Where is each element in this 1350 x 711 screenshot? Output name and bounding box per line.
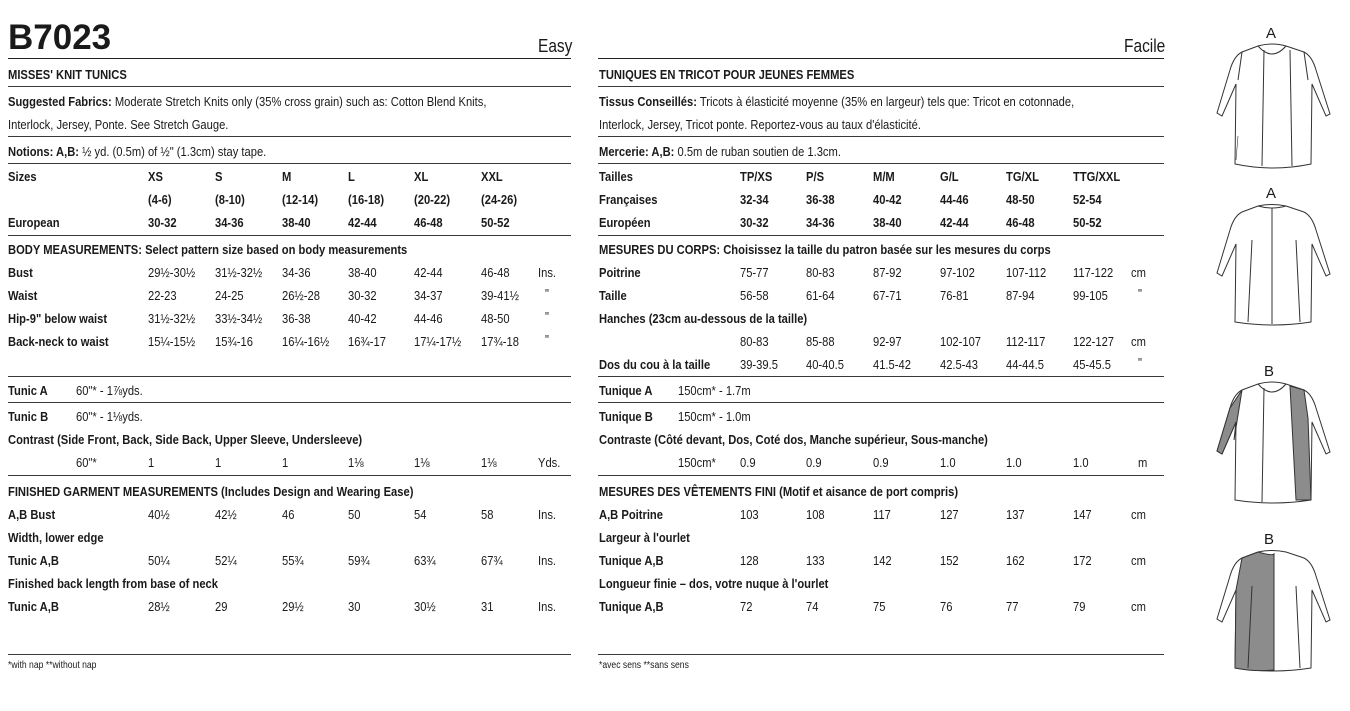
en-hip-value: 33½-34½ xyxy=(215,311,263,326)
en-size-range: (16-18) xyxy=(348,192,385,207)
fr-footnote: *avec sens **sans sens xyxy=(599,660,689,671)
fr-width-value: 152 xyxy=(940,553,959,568)
fr-poitrine-value: 80-83 xyxy=(806,265,835,280)
fr-length-value: 79 xyxy=(1073,599,1086,614)
en-tunic-b-label: Tunic B xyxy=(8,409,49,424)
en-finished-bust-value: 50 xyxy=(348,507,361,522)
en-contrast-unit: Yds. xyxy=(538,455,561,470)
fr-size: M/M xyxy=(873,169,895,184)
en-hip-value: 31½-32½ xyxy=(148,311,196,326)
en-contrast-value: 1⅛ xyxy=(348,455,364,470)
fr-hanches-unit: cm xyxy=(1131,334,1146,349)
en-waist-value: 39-41½ xyxy=(481,288,519,303)
fr-poitrine-value: 97-102 xyxy=(940,265,975,280)
en-width-value: 59¾ xyxy=(348,553,370,568)
fr-length-value: 72 xyxy=(740,599,753,614)
en-width-value: 55¾ xyxy=(282,553,304,568)
rule xyxy=(598,86,1164,87)
fr-european-value: 30-32 xyxy=(740,215,769,230)
en-length-row-label: Tunic A,B xyxy=(8,599,59,614)
en-waist-label: Waist xyxy=(8,288,38,303)
view-label: B xyxy=(1264,531,1275,548)
fr-contrast-value: 0.9 xyxy=(873,455,889,470)
en-hip-label: Hip-9" below waist xyxy=(8,311,108,326)
rule xyxy=(8,654,571,655)
rule xyxy=(598,163,1164,164)
fr-contrast-unit: m xyxy=(1138,455,1148,470)
en-size-range: (20-22) xyxy=(414,192,451,207)
view-a-front-sketch xyxy=(1208,40,1350,180)
fr-european-value: 46-48 xyxy=(1006,215,1035,230)
en-sizes-label: Sizes xyxy=(8,169,37,184)
en-length-value: 31 xyxy=(481,599,494,614)
fr-tunic-a-yardage: 150cm* - 1.7m xyxy=(678,383,751,398)
en-size: XL xyxy=(414,169,429,184)
en-european-value: 38-40 xyxy=(282,215,311,230)
rule xyxy=(598,376,1164,377)
en-length-value: 30 xyxy=(348,599,361,614)
fr-hanches-value: 102-107 xyxy=(940,334,982,349)
en-european-value: 50-52 xyxy=(481,215,510,230)
en-finished-bust-value: 54 xyxy=(414,507,427,522)
en-backneck-label: Back-neck to waist xyxy=(8,334,109,349)
en-contrast-width: 60"* xyxy=(76,455,97,470)
fr-finished-bust-value: 117 xyxy=(873,507,891,522)
fr-francaises-label: Françaises xyxy=(599,192,658,207)
en-hip-unit: " xyxy=(545,309,549,324)
fr-taille-label: Taille xyxy=(599,288,627,303)
en-contrast-value: 1 xyxy=(282,455,289,470)
fr-dos-value: 45-45.5 xyxy=(1073,357,1111,372)
en-width-value: 63¾ xyxy=(414,553,436,568)
en-bust-value: 42-44 xyxy=(414,265,443,280)
en-european-value: 30-32 xyxy=(148,215,177,230)
header-rule-fr xyxy=(598,58,1164,59)
en-waist-value: 34-37 xyxy=(414,288,443,303)
en-hip-value: 40-42 xyxy=(348,311,377,326)
en-backneck-value: 16¾-17 xyxy=(348,334,386,349)
en-notions: Notions: A,B: ½ yd. (0.5m) of ½" (1.3cm) stay tape. xyxy=(8,144,267,159)
fr-taille-value: 61-64 xyxy=(806,288,835,303)
fr-size: TTG/XXL xyxy=(1073,169,1121,184)
fr-width-row-label: Tunique A,B xyxy=(599,553,664,568)
fr-contrast-label: Contraste (Côté devant, Dos, Coté dos, Manche supérieur, Sous-manche) xyxy=(599,432,988,447)
fr-francaises-value: 32-34 xyxy=(740,192,769,207)
en-tunic-a-yardage: 60"* - 1⅞yds. xyxy=(76,383,143,398)
fr-finished-bust-value: 127 xyxy=(940,507,959,522)
en-length-label: Finished back length from base of neck xyxy=(8,576,218,591)
fr-european-value: 34-36 xyxy=(806,215,835,230)
en-waist-unit: " xyxy=(545,286,549,301)
en-width-value: 50¼ xyxy=(148,553,170,568)
fr-finished-bust-value: 147 xyxy=(1073,507,1092,522)
fr-finished-bust-unit: cm xyxy=(1131,507,1146,522)
rule xyxy=(8,235,571,236)
fr-taille-value: 87-94 xyxy=(1006,288,1035,303)
fr-contrast-value: 0.9 xyxy=(740,455,756,470)
fr-fabrics-line1: Tissus Conseillés: Tricots à élasticité moyenne (35% en largeur) tels que: Tricot en cotonnade, xyxy=(599,94,1075,109)
rule xyxy=(8,86,571,87)
en-width-label: Width, lower edge xyxy=(8,530,104,545)
fr-hanches-value: 112-117 xyxy=(1006,334,1046,349)
rule xyxy=(598,235,1164,236)
en-size: XXL xyxy=(481,169,503,184)
fr-length-value: 75 xyxy=(873,599,886,614)
fr-poitrine-value: 87-92 xyxy=(873,265,902,280)
en-length-value: 29½ xyxy=(282,599,304,614)
fr-hanches-value: 85-88 xyxy=(806,334,835,349)
fr-width-value: 128 xyxy=(740,553,759,568)
fr-francaises-value: 40-42 xyxy=(873,192,902,207)
fr-size: P/S xyxy=(806,169,825,184)
en-bust-value: 31½-32½ xyxy=(215,265,263,280)
en-width-unit: Ins. xyxy=(538,553,557,568)
fr-francaises-value: 48-50 xyxy=(1006,192,1035,207)
fr-finished-heading: MESURES DES VÊTEMENTS FINI (Motif et aisance de port compris) xyxy=(599,484,959,499)
fr-taille-value: 76-81 xyxy=(940,288,969,303)
fr-hanches-value: 92-97 xyxy=(873,334,902,349)
en-bust-value: 38-40 xyxy=(348,265,377,280)
en-size-range: (12-14) xyxy=(282,192,319,207)
en-title: MISSES' KNIT TUNICS xyxy=(8,67,127,82)
en-tunic-a-label: Tunic A xyxy=(8,383,48,398)
en-finished-bust-value: 40½ xyxy=(148,507,170,522)
view-label: A xyxy=(1266,185,1277,202)
fr-tunic-a-label: Tunique A xyxy=(599,383,653,398)
fr-length-row-label: Tunique A,B xyxy=(599,599,664,614)
fr-hanches-value: 80-83 xyxy=(740,334,769,349)
rule xyxy=(8,402,571,403)
fr-finished-bust-value: 108 xyxy=(806,507,825,522)
en-footnote: *with nap **without nap xyxy=(8,660,97,671)
fr-tunic-b-yardage: 150cm* - 1.0m xyxy=(678,409,751,424)
rule xyxy=(598,136,1164,137)
rule xyxy=(8,475,571,476)
en-body-heading: BODY MEASUREMENTS: Select pattern size based on body measurements xyxy=(8,242,408,257)
fr-width-value: 142 xyxy=(873,553,892,568)
en-size-range: (24-26) xyxy=(481,192,518,207)
fr-size: G/L xyxy=(940,169,959,184)
fr-finished-bust-value: 103 xyxy=(740,507,759,522)
fr-dos-unit: " xyxy=(1138,355,1142,370)
en-width-row-label: Tunic A,B xyxy=(8,553,59,568)
view-a-back-sketch xyxy=(1208,200,1350,330)
view-b-back-sketch xyxy=(1208,546,1350,676)
fr-contrast-value: 0.9 xyxy=(806,455,822,470)
en-finished-heading: FINISHED GARMENT MEASUREMENTS (Includes Design and Wearing Ease) xyxy=(8,484,414,499)
en-bust-value: 34-36 xyxy=(282,265,311,280)
fr-hanches-label: Hanches (23cm au-dessous de la taille) xyxy=(599,311,808,326)
rule xyxy=(598,654,1164,655)
fr-taille-value: 99-105 xyxy=(1073,288,1108,303)
fr-finished-bust-label: A,B Poitrine xyxy=(599,507,663,522)
view-b-front-sketch xyxy=(1208,378,1350,508)
en-backneck-value: 15¼-15½ xyxy=(148,334,196,349)
fr-dos-value: 39-39.5 xyxy=(740,357,778,372)
en-backneck-value: 17¼-17½ xyxy=(414,334,462,349)
en-contrast-value: 1⅛ xyxy=(481,455,497,470)
fr-contrast-value: 1.0 xyxy=(1006,455,1022,470)
en-size: S xyxy=(215,169,223,184)
pattern-code: B7023 xyxy=(8,18,112,57)
fr-notions: Mercerie: A,B: 0.5m de ruban soutien de 1.3cm. xyxy=(599,144,841,159)
fr-width-label: Largeur à l'ourlet xyxy=(599,530,690,545)
rule xyxy=(8,376,571,377)
en-contrast-label: Contrast (Side Front, Back, Side Back, Upper Sleeve, Undersleeve) xyxy=(8,432,363,447)
fr-size: TG/XL xyxy=(1006,169,1039,184)
en-width-value: 52¼ xyxy=(215,553,237,568)
fr-size: TP/XS xyxy=(740,169,773,184)
fr-tunic-b-label: Tunique B xyxy=(599,409,653,424)
fr-width-unit: cm xyxy=(1131,553,1146,568)
en-finished-bust-label: A,B Bust xyxy=(8,507,56,522)
fr-european-label: Européen xyxy=(599,215,651,230)
fr-hanches-value: 122-127 xyxy=(1073,334,1115,349)
en-finished-bust-value: 58 xyxy=(481,507,494,522)
en-size-range: (8-10) xyxy=(215,192,245,207)
fr-taille-unit: " xyxy=(1138,286,1142,301)
fr-fabrics-line2: Interlock, Jersey, Tricot ponte. Reportez-vous au taux d'élasticité. xyxy=(599,117,921,132)
view-label: B xyxy=(1264,363,1275,380)
en-hip-value: 44-46 xyxy=(414,311,443,326)
fr-contrast-value: 1.0 xyxy=(940,455,956,470)
en-waist-value: 24-25 xyxy=(215,288,244,303)
fr-width-value: 133 xyxy=(806,553,825,568)
en-size: L xyxy=(348,169,355,184)
en-finished-bust-unit: Ins. xyxy=(538,507,557,522)
fr-contrast-width: 150cm* xyxy=(678,455,716,470)
rule xyxy=(598,475,1164,476)
difficulty-en: Easy xyxy=(538,36,573,56)
en-size-range: (4-6) xyxy=(148,192,172,207)
view-label: A xyxy=(1266,25,1277,42)
en-european-value: 46-48 xyxy=(414,215,443,230)
fr-length-value: 77 xyxy=(1006,599,1019,614)
fr-poitrine-unit: cm xyxy=(1131,265,1146,280)
fr-length-value: 76 xyxy=(940,599,953,614)
en-backneck-value: 17¾-18 xyxy=(481,334,519,349)
fr-contrast-value: 1.0 xyxy=(1073,455,1089,470)
en-waist-value: 26½-28 xyxy=(282,288,320,303)
en-finished-bust-value: 46 xyxy=(282,507,295,522)
en-bust-unit: Ins. xyxy=(538,265,557,280)
difficulty-fr: Facile xyxy=(1124,36,1166,56)
fr-sizes-label: Tailles xyxy=(599,169,633,184)
en-backneck-unit: " xyxy=(545,332,549,347)
fr-dos-label: Dos du cou à la taille xyxy=(599,357,711,372)
fr-poitrine-value: 75-77 xyxy=(740,265,769,280)
fr-width-value: 162 xyxy=(1006,553,1025,568)
fr-francaises-value: 44-46 xyxy=(940,192,969,207)
en-contrast-value: 1 xyxy=(148,455,155,470)
en-waist-value: 30-32 xyxy=(348,288,377,303)
en-length-value: 30½ xyxy=(414,599,436,614)
en-bust-value: 46-48 xyxy=(481,265,510,280)
en-contrast-value: 1⅛ xyxy=(414,455,430,470)
rule xyxy=(598,402,1164,403)
rule xyxy=(8,136,571,137)
fr-taille-value: 56-58 xyxy=(740,288,769,303)
fr-taille-value: 67-71 xyxy=(873,288,902,303)
en-hip-value: 36-38 xyxy=(282,311,311,326)
fr-length-value: 74 xyxy=(806,599,819,614)
fr-poitrine-value: 117-122 xyxy=(1073,265,1114,280)
rule xyxy=(8,163,571,164)
en-length-value: 28½ xyxy=(148,599,170,614)
fr-length-unit: cm xyxy=(1131,599,1146,614)
en-tunic-b-yardage: 60"* - 1⅛yds. xyxy=(76,409,143,424)
fr-dos-value: 44-44.5 xyxy=(1006,357,1044,372)
fr-dos-value: 42.5-43 xyxy=(940,357,978,372)
en-fabrics-line1: Suggested Fabrics: Moderate Stretch Knits only (35% cross grain) such as: Cotton Blend Knits, xyxy=(8,94,487,109)
fr-francaises-value: 52-54 xyxy=(1073,192,1102,207)
fr-european-value: 42-44 xyxy=(940,215,969,230)
fr-dos-value: 40-40.5 xyxy=(806,357,844,372)
fr-poitrine-label: Poitrine xyxy=(599,265,641,280)
fr-poitrine-value: 107-112 xyxy=(1006,265,1047,280)
fr-title: TUNIQUES EN TRICOT POUR JEUNES FEMMES xyxy=(599,67,855,82)
en-size: XS xyxy=(148,169,163,184)
en-hip-value: 48-50 xyxy=(481,311,510,326)
header-rule-en xyxy=(8,58,571,59)
fr-finished-bust-value: 137 xyxy=(1006,507,1025,522)
en-fabrics-line2: Interlock, Jersey, Ponte. See Stretch Gauge. xyxy=(8,117,229,132)
fr-dos-value: 41.5-42 xyxy=(873,357,911,372)
en-size: M xyxy=(282,169,292,184)
fr-width-value: 172 xyxy=(1073,553,1092,568)
en-backneck-value: 15¾-16 xyxy=(215,334,253,349)
en-european-label: European xyxy=(8,215,60,230)
en-backneck-value: 16¼-16½ xyxy=(282,334,330,349)
en-bust-value: 29½-30½ xyxy=(148,265,196,280)
en-length-value: 29 xyxy=(215,599,228,614)
en-length-unit: Ins. xyxy=(538,599,557,614)
en-waist-value: 22-23 xyxy=(148,288,177,303)
en-european-value: 42-44 xyxy=(348,215,377,230)
fr-european-value: 38-40 xyxy=(873,215,902,230)
fr-length-label: Longueur finie – dos, votre nuque à l'ourlet xyxy=(599,576,829,591)
fr-body-heading: MESURES DU CORPS: Choisissez la taille du patron basée sur les mesures du corps xyxy=(599,242,1051,257)
en-finished-bust-value: 42½ xyxy=(215,507,237,522)
en-european-value: 34-36 xyxy=(215,215,244,230)
fr-francaises-value: 36-38 xyxy=(806,192,835,207)
en-contrast-value: 1 xyxy=(215,455,222,470)
en-bust-label: Bust xyxy=(8,265,33,280)
en-width-value: 67¾ xyxy=(481,553,503,568)
fr-european-value: 50-52 xyxy=(1073,215,1102,230)
